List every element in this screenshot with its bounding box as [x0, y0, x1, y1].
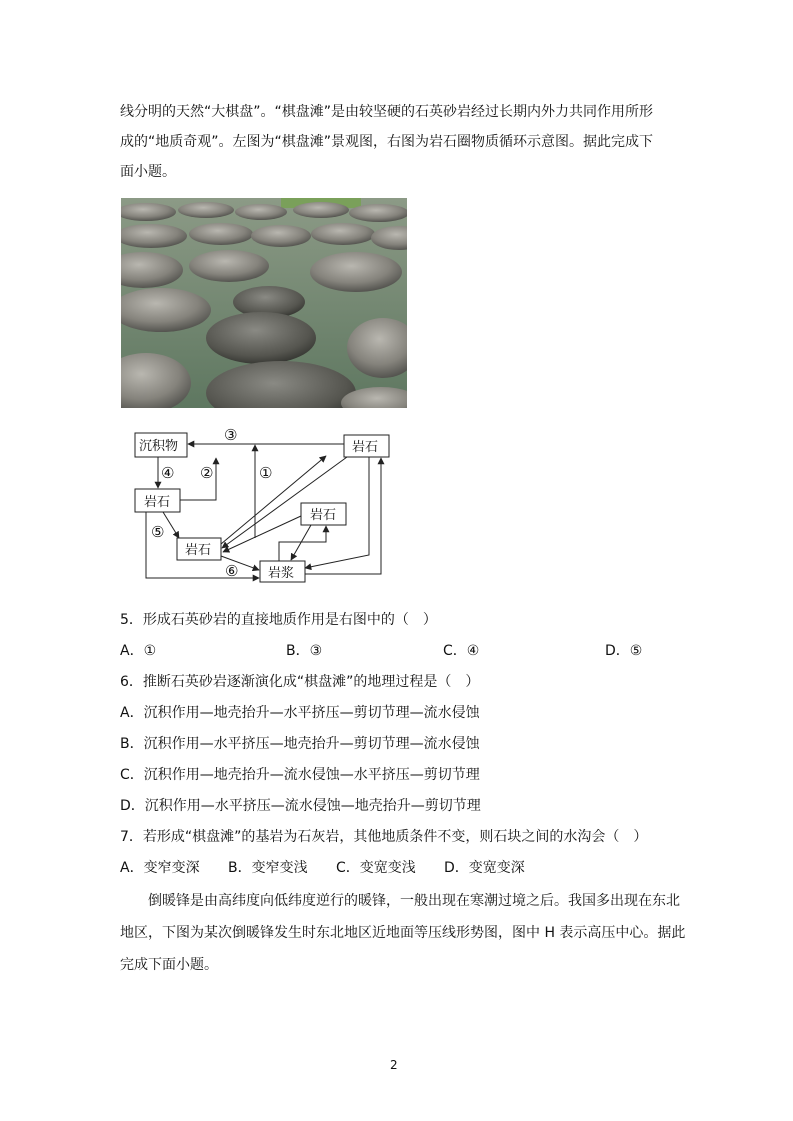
label-sediment: 沉积物 [139, 439, 179, 454]
label-process-5: ⑤ [151, 523, 165, 541]
passage2-line-3: 完成下面小题。 [120, 957, 218, 973]
label-rock-top-right: 岩石 [352, 440, 379, 455]
label-magma: 岩浆 [268, 566, 295, 581]
q5-option-b[interactable]: B．③ [286, 643, 323, 659]
label-rock-center: 岩石 [185, 543, 212, 558]
q6-stem: 6．推断石英砂岩逐渐演化成“棋盘滩”的地理过程是（ ） [120, 674, 480, 690]
rock-cycle-diagram [121, 420, 396, 590]
passage2-line-2: 地区，下图为某次倒暖锋发生时东北地区近地面等压线形势图，图中 H 表示高压中心。据此 [120, 925, 686, 941]
q7-option-c[interactable]: C．变宽变浅 [336, 860, 416, 876]
q6-option-a[interactable]: A．沉积作用—地壳抬升—水平挤压—剪切节理—流水侵蚀 [120, 705, 480, 721]
page-number: 2 [390, 1058, 398, 1072]
q7-option-d[interactable]: D．变宽变深 [444, 860, 525, 876]
passage2-line-1: 倒暖锋是由高纬度向低纬度逆行的暖锋，一般出现在寒潮过境之后。我国多出现在东北 [148, 893, 680, 909]
q7-option-b[interactable]: B．变窄变浅 [228, 860, 308, 876]
q5-option-a[interactable]: A．① [120, 643, 157, 659]
intro-line-1: 线分明的天然“大棋盘”。“棋盘滩”是由较坚硬的石英砂岩经过长期内外力共同作用所形 [120, 104, 654, 120]
label-rock-mid: 岩石 [310, 508, 337, 523]
q7-stem: 7．若形成“棋盘滩”的基岩为石灰岩，其他地质条件不变，则石块之间的水沟会（ ） [120, 829, 648, 845]
label-process-3: ③ [224, 426, 238, 444]
qipantan-landscape-photo [121, 198, 407, 408]
label-process-6: ⑥ [225, 562, 239, 580]
intro-line-3: 面小题。 [120, 164, 176, 180]
intro-line-2: 成的“地质奇观”。左图为“棋盘滩”景观图，右图为岩石圈物质循环示意图。据此完成下 [120, 134, 654, 150]
q6-option-c[interactable]: C．沉积作用—地壳抬升—流水侵蚀—水平挤压—剪切节理 [120, 767, 480, 783]
label-process-4: ④ [161, 464, 175, 482]
q5-stem: 5．形成石英砂岩的直接地质作用是右图中的（ ） [120, 612, 437, 628]
q7-option-a[interactable]: A．变窄变深 [120, 860, 200, 876]
q6-option-d[interactable]: D．沉积作用—水平挤压—流水侵蚀—地壳抬升—剪切节理 [120, 798, 481, 814]
q5-option-d[interactable]: D．⑤ [605, 643, 643, 659]
label-process-2: ② [200, 464, 214, 482]
label-process-1: ① [259, 464, 273, 482]
q5-option-c[interactable]: C．④ [443, 643, 480, 659]
q6-option-b[interactable]: B．沉积作用—水平挤压—地壳抬升—剪切节理—流水侵蚀 [120, 736, 480, 752]
label-rock-left: 岩石 [144, 495, 171, 510]
